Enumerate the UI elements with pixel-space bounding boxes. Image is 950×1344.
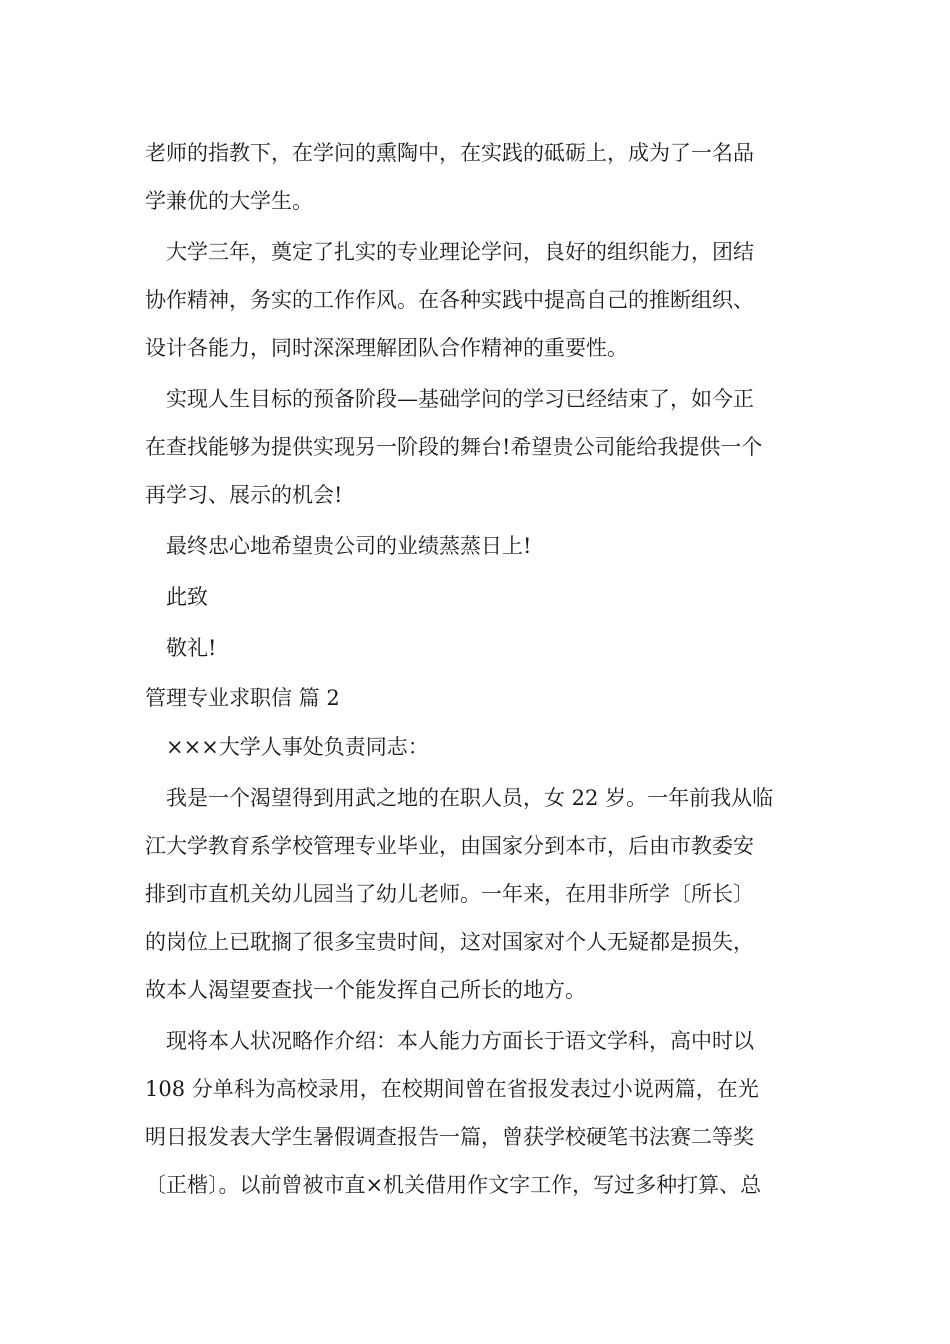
paragraph-line: 明日报发表大学生暑假调查报告一篇，曾获学校硬笔书法赛二等奖 xyxy=(145,1125,754,1149)
document-body xyxy=(145,129,810,1209)
paragraph-line: 现将本人状况略作介绍：本人能力方面长于语文学科，高中时以 xyxy=(166,1029,754,1053)
paragraph-line: 实现人生目标的预备阶段—基础学问的学习已经结束了，如今正 xyxy=(166,387,754,411)
salutation-line: ×××大学人事处负责同志： xyxy=(166,735,429,759)
paragraph-line: 设计各能力，同时深深理解团队合作精神的重要性。 xyxy=(145,336,628,360)
paragraph-line: 再学习、展示的机会! xyxy=(145,483,343,507)
paragraph-line: 108 分单科为高校录用，在校期间曾在省报发表过小说两篇，在光 xyxy=(145,1077,759,1101)
paragraph-line: 排到市直机关幼儿园当了幼儿老师。一年来，在用非所学〔所长〕 xyxy=(145,882,754,906)
paragraph-line: 学兼优的大学生。 xyxy=(145,189,313,213)
paragraph-line: 的岗位上已耽搁了很多宝贵时间，这对国家对个人无疑都是损失， xyxy=(145,930,754,954)
paragraph-line: 最终忠心地希望贵公司的业绩蒸蒸日上! xyxy=(166,534,532,558)
paragraph-line: 大学三年，奠定了扎实的专业理论学问，良好的组织能力，团结 xyxy=(166,240,754,264)
paragraph-line: 我是一个渴望得到用武之地的在职人员，女 22 岁。一年前我从临 xyxy=(166,786,774,810)
paragraph-line: 〔正楷〕。以前曾被市直×机关借用作文字工作，写过多种打算、总 xyxy=(145,1173,762,1197)
paragraph-line: 故本人渴望要查找一个能发挥自己所长的地方。 xyxy=(145,978,586,1002)
paragraph-line: 老师的指教下，在学问的熏陶中，在实践的砥砺上，成为了一名品 xyxy=(145,141,754,165)
closing-line: 敬礼! xyxy=(166,636,217,660)
section-heading: 管理专业求职信 篇 2 xyxy=(145,686,340,710)
closing-line: 此致 xyxy=(166,585,208,609)
paragraph-line: 协作精神，务实的工作作风。在各种实践中提高自己的推断组织、 xyxy=(145,288,754,312)
paragraph-line: 江大学教育系学校管理专业毕业，由国家分到本市，后由市教委安 xyxy=(145,834,754,858)
paragraph-line: 在查找能够为提供实现另一阶段的舞台!希望贵公司能给我提供一个 xyxy=(145,435,763,459)
